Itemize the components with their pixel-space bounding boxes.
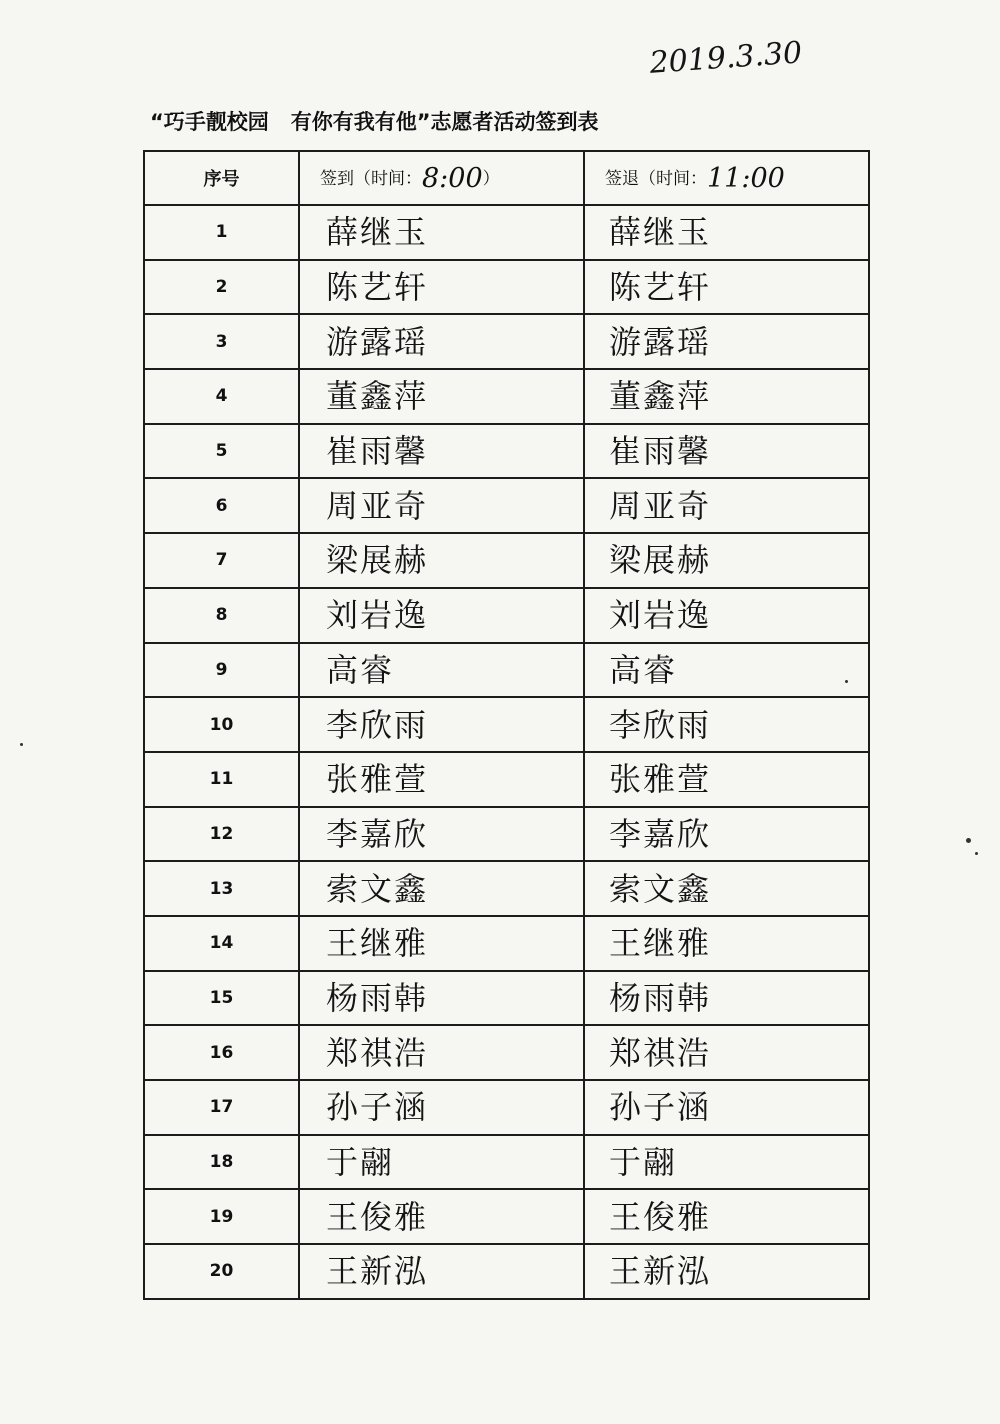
header-checkin-suffix: ） (482, 168, 500, 189)
sheet-title: “巧手靓校园 有你有我有他”志愿者活动签到表 (150, 110, 599, 134)
header-checkin-time: 8:00 (422, 162, 483, 194)
checkin-signature: 董鑫萍 (299, 369, 584, 424)
checkout-signature: 游露瑶 (584, 314, 869, 369)
checkout-signature: 王新泓 (584, 1244, 869, 1299)
row-number: 10 (144, 697, 299, 752)
checkout-signature: 周亚奇 (584, 478, 869, 533)
row-number: 2 (144, 260, 299, 315)
table-row (144, 314, 869, 369)
table-row (144, 260, 869, 315)
row-number: 17 (144, 1080, 299, 1135)
row-number: 20 (144, 1244, 299, 1299)
row-number: 13 (144, 861, 299, 916)
row-number: 3 (144, 314, 299, 369)
row-number: 5 (144, 424, 299, 479)
checkout-signature: 李嘉欣 (584, 807, 869, 862)
header-checkin (299, 151, 584, 205)
table-row (144, 861, 869, 916)
row-number: 16 (144, 1025, 299, 1080)
header-checkout-time: 11:00 (707, 162, 785, 194)
checkin-signature: 薛继玉 (299, 205, 584, 260)
checkin-signature: 游露瑶 (299, 314, 584, 369)
row-number: 11 (144, 752, 299, 807)
checkin-signature: 高睿 (299, 643, 584, 698)
checkin-signature: 索文鑫 (299, 861, 584, 916)
table-row (144, 643, 869, 698)
checkin-signature: 周亚奇 (299, 478, 584, 533)
handwritten-date: 2019.3.30 (648, 35, 804, 81)
checkout-signature: 董鑫萍 (584, 369, 869, 424)
table-row (144, 971, 869, 1026)
checkin-signature: 王继雅 (299, 916, 584, 971)
table-row (144, 533, 869, 588)
row-number: 8 (144, 588, 299, 643)
checkin-signature: 刘岩逸 (299, 588, 584, 643)
scan-speck (966, 838, 971, 843)
table-row (144, 1244, 869, 1299)
table-row (144, 697, 869, 752)
checkout-signature: 于翮 (584, 1135, 869, 1190)
header-checkin-label: 签到（时间： (320, 168, 422, 189)
table-row (144, 478, 869, 533)
header-checkout-label: 签退（时间： (605, 168, 707, 189)
header-seq: 序号 (144, 151, 299, 205)
table-row (144, 1135, 869, 1190)
row-number: 18 (144, 1135, 299, 1190)
checkout-signature: 刘岩逸 (584, 588, 869, 643)
checkin-signature: 杨雨韩 (299, 971, 584, 1026)
checkin-signature: 王新泓 (299, 1244, 584, 1299)
row-number: 4 (144, 369, 299, 424)
checkout-signature: 孙子涵 (584, 1080, 869, 1135)
table-header-row (144, 151, 869, 205)
row-number: 15 (144, 971, 299, 1026)
table-row (144, 369, 869, 424)
row-number: 12 (144, 807, 299, 862)
checkout-signature: 张雅萱 (584, 752, 869, 807)
table-row (144, 1080, 869, 1135)
row-number: 6 (144, 478, 299, 533)
table-row (144, 205, 869, 260)
scan-speck (845, 680, 848, 683)
checkout-signature: 梁展赫 (584, 533, 869, 588)
checkout-signature: 高睿 (584, 643, 869, 698)
checkout-signature: 索文鑫 (584, 861, 869, 916)
row-number: 14 (144, 916, 299, 971)
table-row (144, 424, 869, 479)
checkout-signature: 崔雨馨 (584, 424, 869, 479)
checkout-signature: 王俊雅 (584, 1189, 869, 1244)
scan-speck (975, 852, 978, 855)
checkout-signature: 王继雅 (584, 916, 869, 971)
header-checkout (584, 151, 869, 205)
table-row (144, 588, 869, 643)
checkout-signature: 杨雨韩 (584, 971, 869, 1026)
checkin-signature: 陈艺轩 (299, 260, 584, 315)
checkin-signature: 郑祺浩 (299, 1025, 584, 1080)
row-number: 9 (144, 643, 299, 698)
checkin-signature: 崔雨馨 (299, 424, 584, 479)
row-number: 1 (144, 205, 299, 260)
checkin-signature: 王俊雅 (299, 1189, 584, 1244)
row-number: 19 (144, 1189, 299, 1244)
checkin-signature: 李嘉欣 (299, 807, 584, 862)
checkout-signature: 郑祺浩 (584, 1025, 869, 1080)
checkout-signature: 李欣雨 (584, 697, 869, 752)
table-row (144, 1025, 869, 1080)
checkin-signature: 孙子涵 (299, 1080, 584, 1135)
scan-speck (20, 743, 23, 746)
table-row (144, 916, 869, 971)
checkin-signature: 张雅萱 (299, 752, 584, 807)
table-row (144, 752, 869, 807)
checkin-signature: 梁展赫 (299, 533, 584, 588)
row-number: 7 (144, 533, 299, 588)
sign-in-table (143, 150, 870, 1300)
checkin-signature: 李欣雨 (299, 697, 584, 752)
checkout-signature: 陈艺轩 (584, 260, 869, 315)
checkout-signature: 薛继玉 (584, 205, 869, 260)
checkin-signature: 于翮 (299, 1135, 584, 1190)
table-row (144, 1189, 869, 1244)
table-row (144, 807, 869, 862)
